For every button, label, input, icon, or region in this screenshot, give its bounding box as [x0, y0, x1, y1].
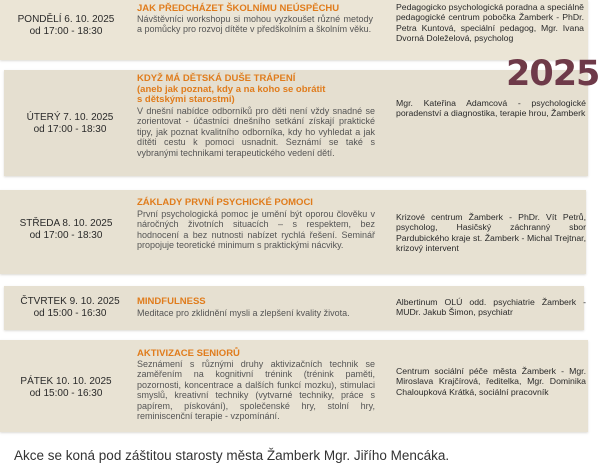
- event-title: AKTIVIZACE SENIORŮ: [137, 348, 240, 359]
- event-description: Návštěvníci workshopu si mohou vyzkoušet různé metody a pomůcky pro rozvoj dítěte v předškolním a školním věku.: [137, 14, 373, 35]
- event-description: Seznámení s různými druhy aktivizačních technik se zaměřením na kognitivní trénink (trénink paměti, pozornosti, koncentrace a dalších funkcí mozku), stimulaci smyslů, kreativní techniky (vytvarné techniky, práce s papírem, pískování), společenské hry, stolní hry, reminiscenční terapie - vzpomínání.: [137, 359, 375, 422]
- event-title: MINDFULNESS: [137, 296, 206, 307]
- event-date: STŘEDA 8. 10. 2025: [19, 218, 113, 229]
- event-datetime: [0, 14, 132, 38]
- event-organizer: Mgr. Kateřina Adamcová - psychologické poradenství a diagnostika, terapie hrou, Žamberk: [396, 98, 586, 119]
- event-time: od 17:00 - 18:30: [29, 26, 103, 37]
- event-title: JAK PŘEDCHÁZET ŠKOLNÍMU NEÚSPĚCHU: [137, 3, 340, 14]
- event-title: KDYŽ MÁ DĚTSKÁ DUŠE TRÁPENÍ (aneb jak poznat, kdy a na koho se obrátit s dětskými starostmi): [137, 73, 326, 105]
- event-date: ČTVRTEK 9. 10. 2025: [20, 296, 120, 307]
- event-title: ZÁKLADY PRVNÍ PSYCHICKÉ POMOCI: [137, 197, 313, 208]
- event-date: PÁTEK 10. 10. 2025: [20, 376, 112, 387]
- year-badge: 2025: [506, 54, 600, 94]
- event-strip: [0, 0, 588, 60]
- event-organizer: Krizové centrum Žamberk - PhDr. Vít Petrů, psycholog, Hasičský záchranný sbor Pardubického kraje st. Žamberk - Michal Trejtnar, krizový intervent: [396, 212, 586, 254]
- footer-note: Akce se koná pod záštitou starosty města Žamberk Mgr. Jiřího Mencáka.: [14, 448, 450, 463]
- event-strip: [0, 190, 586, 274]
- event-date: PONDĚLÍ 6. 10. 2025: [17, 14, 115, 25]
- event-time: od 17:00 - 18:30: [33, 124, 107, 135]
- event-date: ÚTERÝ 7. 10. 2025: [26, 112, 114, 123]
- event-datetime: [4, 296, 136, 320]
- event-organizer: Albertinum OLÚ odd. psychiatrie Žamberk - MUDr. Jakub Šimon, psychiatr: [396, 297, 586, 318]
- event-organizer: Centrum sociální péče města Žamberk - Mgr. Miroslava Krajčírová, ředitelka, Mgr. Dominika Chaloupková Krátká, sociální pracovník: [396, 366, 586, 397]
- event-strip: [4, 286, 584, 330]
- event-organizer: Pedagogicko psychologická poradna a speciálně pedagogické centrum pobočka Žamberk - PhDr. Petra Kuntová, speciální pedagog, Mgr. Ivana Dvorná Doleželová, psycholog: [396, 2, 584, 44]
- event-datetime: [0, 218, 132, 242]
- event-time: od 15:00 - 16:30: [33, 308, 107, 319]
- event-description: Meditace pro zklidnění mysli a zlepšení kvality života.: [137, 308, 350, 318]
- event-time: od 15:00 - 16:30: [29, 388, 103, 399]
- event-strip: [0, 340, 588, 432]
- event-time: od 17:00 - 18:30: [29, 230, 103, 241]
- event-strip: [4, 70, 588, 176]
- event-datetime: [4, 112, 136, 136]
- event-description: V dnešní nabídce odborníků pro děti není vždy snadné se zorientovat - účastníci dnešního setkání získají praktické tipy, jak poznat kvalitního odborníka, kdy ho vyhledat a jak dítěti cestu k pomoci usnadnit. Seznámí se také s vybranými technikami terapeutického vedení dětí.: [137, 106, 375, 158]
- event-description: První psychologická pomoc je umění být oporou člověku v náročných životních situacích – s respektem, bez hodnocení a bez nutnosti nabízet rychlá řešení. Seminář propojuje teoretické minimum s praktickými nácviky.: [137, 209, 375, 251]
- event-datetime: [0, 376, 132, 400]
